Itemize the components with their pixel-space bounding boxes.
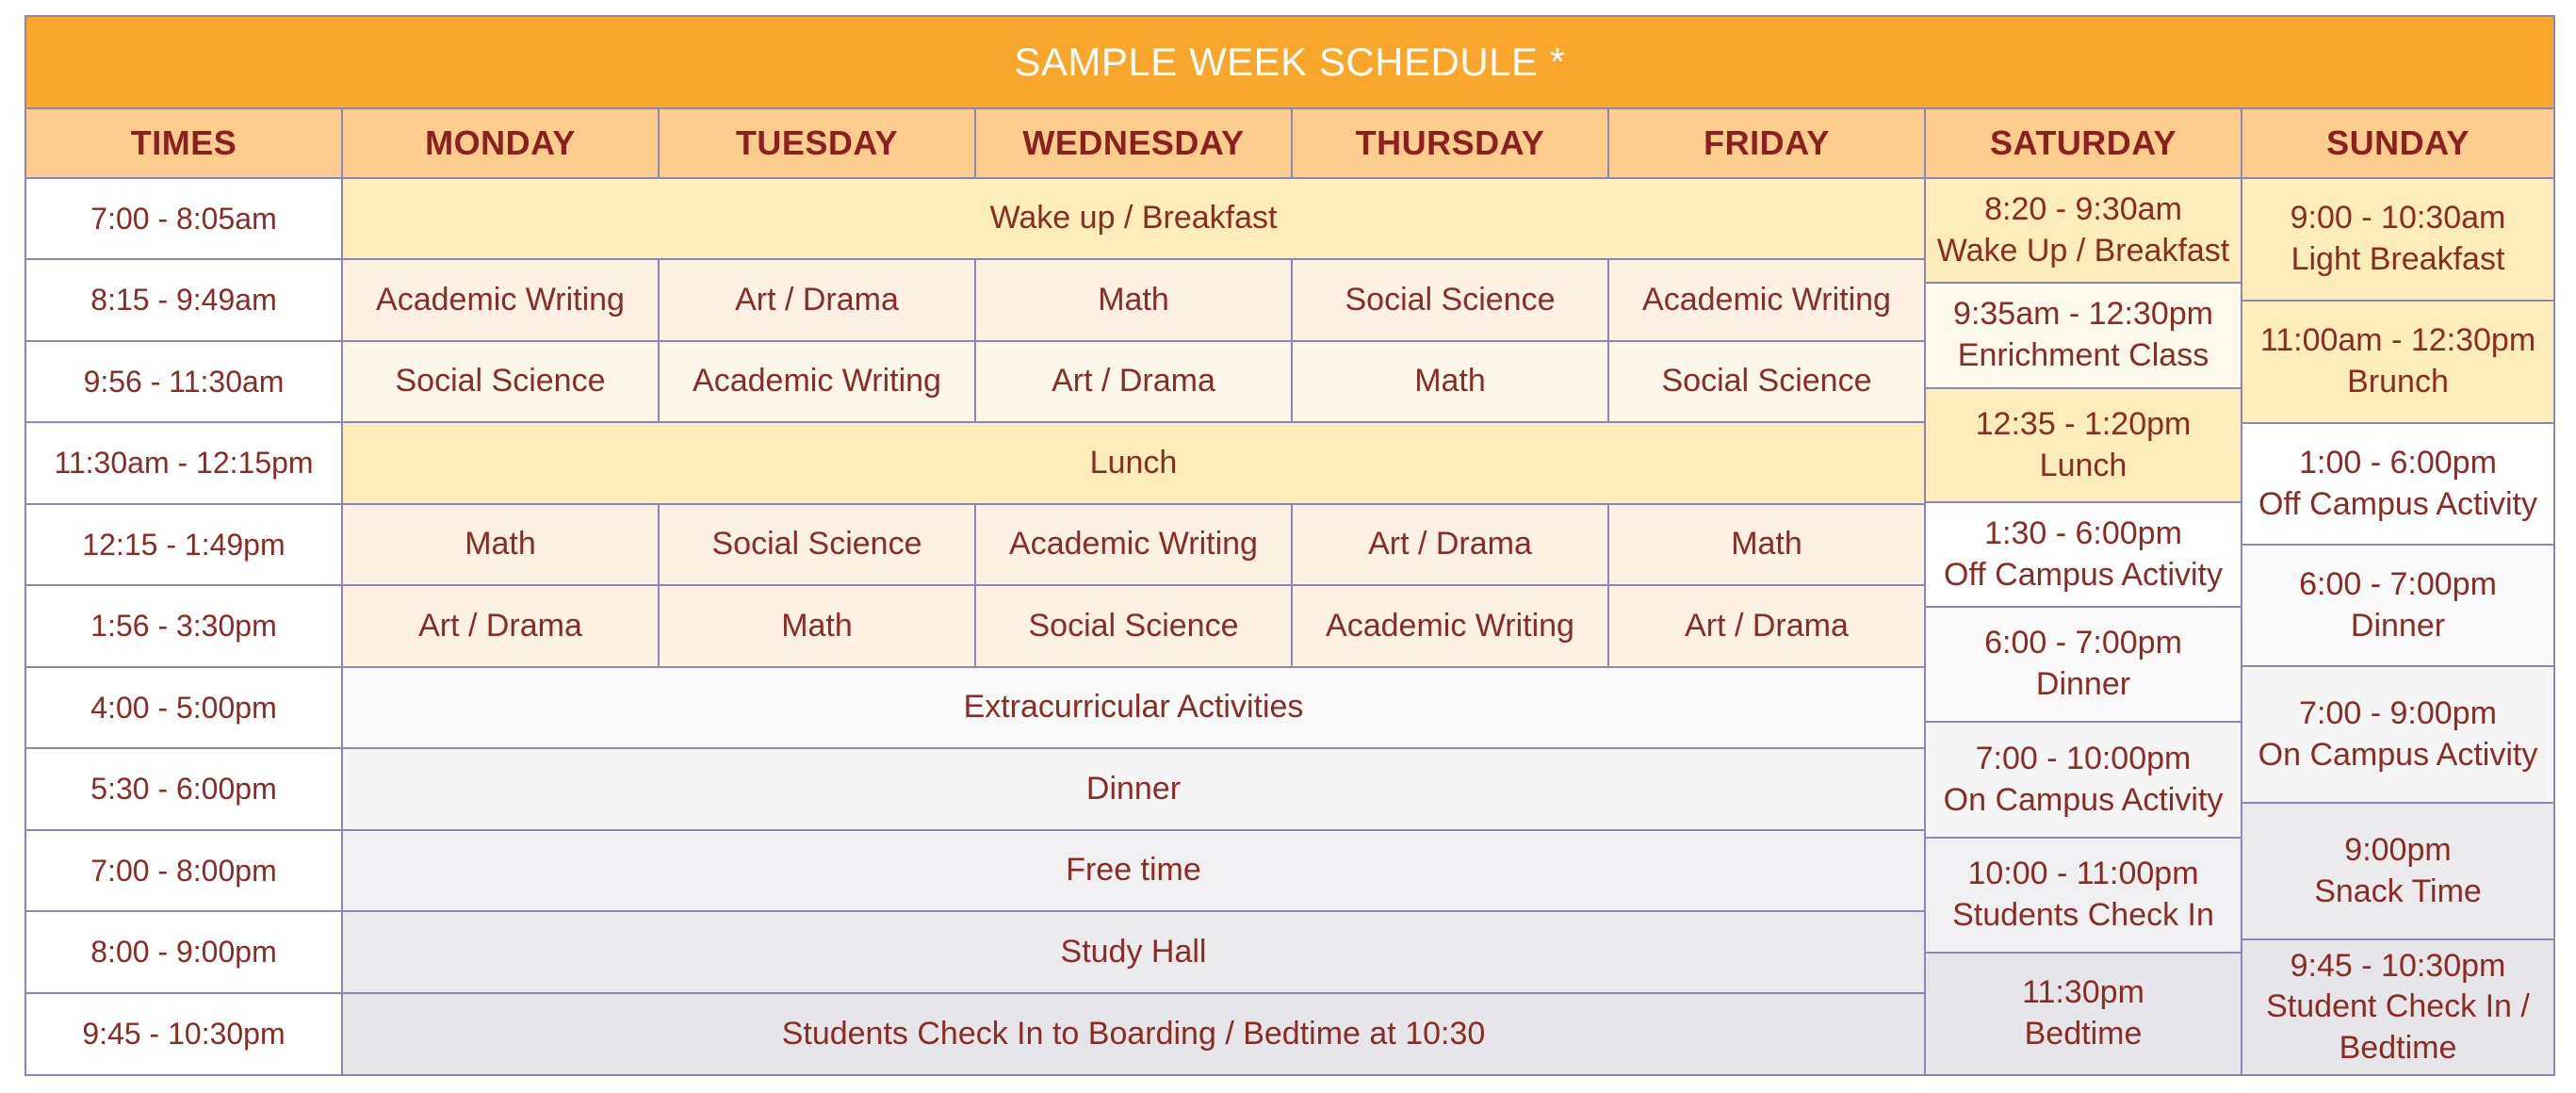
weekday-dinner: Dinner	[343, 749, 1926, 831]
class-cell: Art / Drama	[1293, 505, 1609, 586]
header-tuesday: TUESDAY	[660, 109, 976, 179]
saturday-slot	[1926, 839, 2242, 954]
header-saturday: SATURDAY	[1926, 109, 2242, 179]
class-cell: Academic Writing	[1293, 586, 1609, 668]
weekday-wake-up: Wake up / Breakfast	[343, 179, 1926, 260]
schedule-table	[24, 15, 2555, 1076]
saturday-slot	[1926, 608, 2242, 723]
saturday-slot	[1926, 389, 2242, 503]
weekday-extracurricular: Extracurricular Activities	[343, 668, 1926, 749]
weekday-check-in: Students Check In to Boarding / Bedtime at 10:30	[343, 994, 1926, 1074]
time-slot: 9:45 - 10:30pm	[26, 994, 343, 1074]
slot-time: 1:00 - 6:00pm	[2299, 444, 2497, 481]
class-cell: Social Science	[660, 505, 976, 586]
sunday-slot	[2242, 940, 2553, 1074]
sunday-slot	[2242, 179, 2553, 302]
time-slot: 5:30 - 6:00pm	[26, 749, 343, 831]
slot-label: Brunch	[2347, 364, 2449, 400]
slot-time: 1:30 - 6:00pm	[1984, 514, 2182, 551]
slot-time: 12:35 - 1:20pm	[1975, 405, 2192, 442]
slot-label: Dinner	[2035, 666, 2131, 702]
slot-label: Lunch	[2039, 447, 2128, 483]
slot-label: Off Campus Activity	[2258, 485, 2538, 522]
saturday-slot	[1926, 503, 2242, 608]
class-cell: Math	[1293, 342, 1609, 423]
sunday-slot	[2242, 302, 2553, 424]
slot-time: 11:00am - 12:30pm	[2259, 322, 2536, 359]
class-cell: Math	[976, 260, 1293, 342]
time-slot: 7:00 - 8:05am	[26, 179, 343, 260]
slot-time: 8:20 - 9:30am	[1984, 190, 2182, 227]
sunday-slot	[2242, 804, 2553, 940]
class-cell: Art / Drama	[343, 586, 660, 668]
slot-label: Student Check In / Bedtime	[2266, 988, 2530, 1066]
slot-time: 9:45 - 10:30pm	[2290, 947, 2506, 984]
weekday-lunch: Lunch	[343, 423, 1926, 505]
slot-time: 6:00 - 7:00pm	[2299, 565, 2497, 602]
header-wednesday: WEDNESDAY	[976, 109, 1293, 179]
slot-time: 9:00pm	[2344, 831, 2452, 868]
class-cell: Social Science	[1609, 342, 1926, 423]
class-cell: Art / Drama	[976, 342, 1293, 423]
time-slot: 4:00 - 5:00pm	[26, 668, 343, 749]
slot-label: Bedtime	[2024, 1016, 2143, 1052]
weekday-study-hall: Study Hall	[343, 912, 1926, 994]
class-cell: Social Science	[343, 342, 660, 423]
sunday-slot	[2242, 667, 2553, 804]
sunday-slot	[2242, 424, 2553, 546]
header-sunday: SUNDAY	[2242, 109, 2553, 179]
slot-time: 9:00 - 10:30am	[2290, 200, 2506, 237]
weekday-free-time: Free time	[343, 831, 1926, 912]
slot-label: Dinner	[2350, 607, 2446, 644]
slot-time: 10:00 - 11:00pm	[1967, 856, 2199, 892]
slot-time: 11:30pm	[2022, 974, 2144, 1011]
slot-label: Light Breakfast	[2291, 241, 2505, 277]
header-times: TIMES	[26, 109, 343, 179]
time-slot: 8:15 - 9:49am	[26, 260, 343, 342]
saturday-slot	[1926, 284, 2242, 389]
class-cell: Math	[660, 586, 976, 668]
time-slot: 9:56 - 11:30am	[26, 342, 343, 423]
class-cell: Math	[1609, 505, 1926, 586]
slot-label: Off Campus Activity	[1943, 556, 2224, 593]
header-thursday: THURSDAY	[1293, 109, 1609, 179]
class-cell: Academic Writing	[1609, 260, 1926, 342]
slot-label: Snack Time	[2314, 873, 2482, 909]
class-cell: Art / Drama	[660, 260, 976, 342]
slot-time: 7:00 - 10:00pm	[1975, 740, 2192, 776]
time-slot: 7:00 - 8:00pm	[26, 831, 343, 912]
class-cell: Math	[343, 505, 660, 586]
class-cell: Academic Writing	[660, 342, 976, 423]
time-slot: 12:15 - 1:49pm	[26, 505, 343, 586]
header-monday: MONDAY	[343, 109, 660, 179]
slot-time: 6:00 - 7:00pm	[1984, 625, 2182, 661]
class-cell: Social Science	[976, 586, 1293, 668]
saturday-slot	[1926, 179, 2242, 284]
saturday-slot	[1926, 954, 2242, 1074]
time-slot: 1:56 - 3:30pm	[26, 586, 343, 668]
slot-time: 7:00 - 9:00pm	[2299, 694, 2497, 731]
slot-label: Enrichment Class	[1957, 337, 2209, 373]
slot-label: Wake Up / Breakfast	[1936, 232, 2230, 269]
slot-label: Students Check In	[1952, 897, 2214, 933]
class-cell: Academic Writing	[343, 260, 660, 342]
slot-label: On Campus Activity	[1943, 781, 2224, 818]
header-friday: FRIDAY	[1609, 109, 1926, 179]
time-slot: 11:30am - 12:15pm	[26, 423, 343, 505]
class-cell: Art / Drama	[1609, 586, 1926, 668]
slot-label: On Campus Activity	[2258, 736, 2538, 773]
saturday-slot	[1926, 723, 2242, 839]
slot-time: 9:35am - 12:30pm	[1953, 296, 2213, 333]
class-cell: Academic Writing	[976, 505, 1293, 586]
class-cell: Social Science	[1293, 260, 1609, 342]
schedule-title: SAMPLE WEEK SCHEDULE *	[26, 17, 2553, 109]
sunday-slot	[2242, 546, 2553, 667]
time-slot: 8:00 - 9:00pm	[26, 912, 343, 994]
